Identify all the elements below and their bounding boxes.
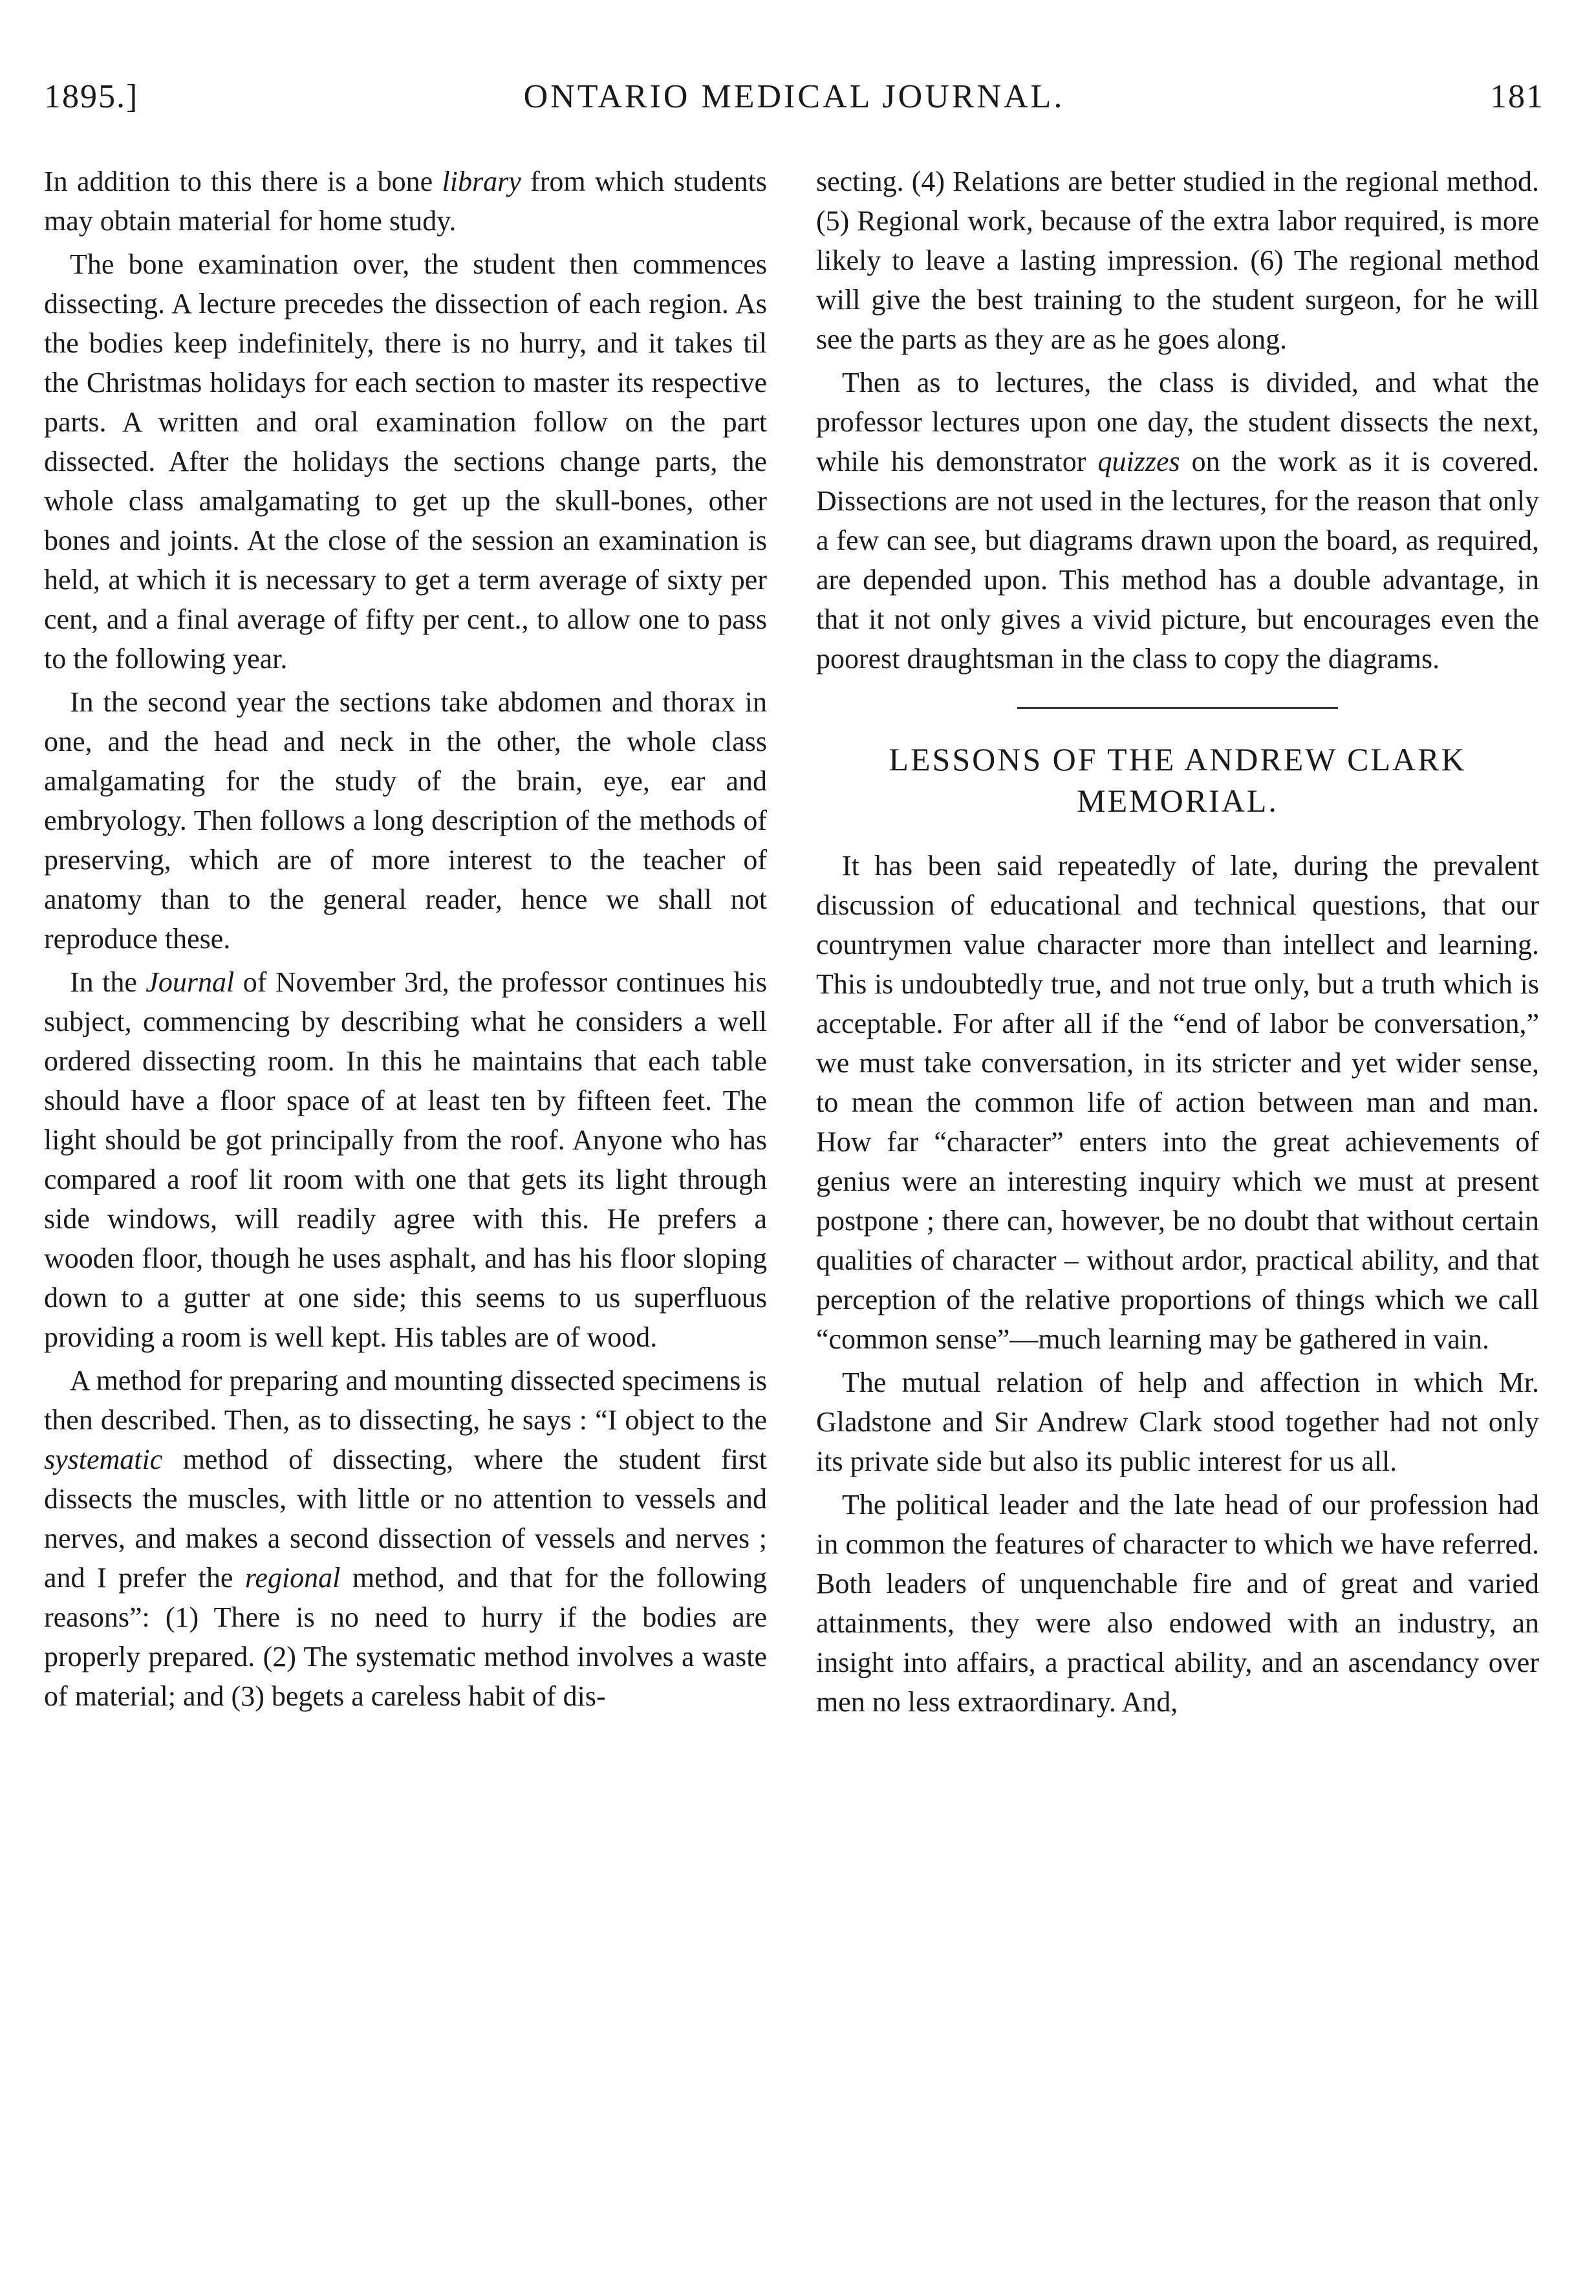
text-run: of November 3rd, the professor continues his subject, commencing by describing what he considers a well ordered dissecting room. In this he maintains that each table should have a floor space of at least ten by fifteen feet. The light should be got principally from the roof. Anyone who has compared a roof lit room with one that gets its light through side windows, will readily agree with this. He prefers a wooden floor, though he uses asphalt, and has his floor sloping down to a gutter at one side; this seems to us superfluous providing a room is well kept. His tables are of wood.	[44, 966, 767, 1353]
right-column	[816, 162, 1539, 2264]
section-divider	[1017, 707, 1338, 709]
italic-text: Journal	[146, 966, 235, 998]
paragraph	[44, 682, 767, 958]
text-run: on the work as it is covered. Dissections are not used in the lectures, for the reason that only a few can see, but diagrams drawn upon the board, as required, are depended upon. This method has a double advantage, in that it not only gives a vivid picture, but encourages even the poorest draughtsman in the class to copy the diagrams.	[816, 446, 1539, 675]
paragraph	[44, 962, 767, 1357]
text-run: In the second year the sections take abdomen and thorax in one, and the head and neck in the other, the whole class amalgamating for the study of the brain, eye, ear and embryology. Then follows a long description of the methods of preserving, which are of more interest to the teacher of anatomy than to the general reader, hence we shall not reproduce these.	[44, 686, 767, 955]
text-run: Then as to lectures, the class is divided, and what the professor lectures upon one day, the student dissects the next, while his demonstrator	[816, 367, 1539, 477]
text-run: method, and that for the following reasons”: (1) There is no need to hurry if the bodies are properly prepared. (2) The systematic method involves a waste of material; and (3) begets a careless habit of dis-	[44, 1562, 767, 1712]
paragraph	[816, 363, 1539, 678]
text-run: secting. (4) Relations are better studied in the regional method. (5) Regional work, because of the extra labor required, is more likely to leave a lasting impression. (6) The regional method will give the best training to the student surgeon, for he will see the parts as they are as he goes along.	[816, 166, 1539, 355]
italic-text: systematic	[44, 1444, 163, 1475]
paragraph	[44, 1361, 767, 1716]
italic-text: regional	[244, 1562, 341, 1594]
paragraph	[44, 244, 767, 678]
running-header	[44, 78, 1544, 129]
text-run: The bone examination over, the student then commences dissecting. A lecture precedes the dissection of each region. As the bodies keep indefinitely, there is no hurry, and it takes til the Christmas holidays for each section to master its respective parts. A written and oral examination follow on the part dissected. After the holidays the sections change parts, the whole class amalgamating to get up the skull-bones, other bones and joints. At the close of the session an examination is held, at which it is necessary to get a term average of sixty per cent, and a final average of fifty per cent., to allow one to pass to the following year.	[44, 248, 767, 675]
paragraph	[816, 162, 1539, 359]
text-run: method of dissecting, where the student first dissects the muscles, with little or no attention to vessels and nerves, and makes a second dissection of vessels and nerves ; and I prefer the	[44, 1444, 767, 1594]
italic-text: library	[442, 166, 521, 197]
right-column-continuation	[816, 162, 1539, 678]
paragraph	[816, 1363, 1539, 1481]
header-year: 1895.]	[44, 78, 139, 115]
section-heading: LESSONS OF THE ANDREW CLARK MEMORIAL.	[889, 741, 1467, 819]
journal-title: ONTARIO MEDICAL JOURNAL.	[523, 78, 1065, 115]
text-run: In addition to this there is a bone	[44, 166, 442, 197]
left-column	[44, 162, 767, 2264]
paragraph	[44, 162, 767, 241]
italic-text: quizzes	[1097, 446, 1180, 477]
paragraph	[816, 1485, 1539, 1722]
article-body	[816, 846, 1539, 1722]
text-run: It has been said repeatedly of late, during the prevalent discussion of educational and technical questions, that our countrymen value character more than intellect and learning. This is undoubtedly true, and not true only, but a truth which is acceptable. For after all if the “end of labor be conversation,” we must take conversation, in its stricter and yet wider sense, to mean the common life of action between man and man. How far “character” enters into the great achievements of genius were an interesting inquiry which we must at present postpone ; there can, however, be no doubt that without certain qualities of character – without ardor, practical ability, and that perception of the relative proportions of things which we call “common sense”—much learning may be gathered in vain.	[816, 850, 1539, 1355]
text-run: In the	[70, 966, 146, 998]
paragraph	[816, 846, 1539, 1359]
text-run: The political leader and the late head of our profession had in common the features of character to which we have referred. Both leaders of unquenchable fire and of great and varied attainments, they were also endowed with an industry, an insight into affairs, a practical ability, and an ascendancy over men no less extraordinary. And,	[816, 1489, 1539, 1718]
text-run: from which students may obtain material for home study.	[44, 166, 767, 237]
page-number: 181	[1490, 78, 1544, 115]
text-run: The mutual relation of help and affection in which Mr. Gladstone and Sir Andrew Clark stood together had not only its private side but also its public interest for us all.	[816, 1367, 1539, 1477]
text-run: A method for preparing and mounting dissected specimens is then described. Then, as to dissecting, he says : “I object to the	[44, 1365, 767, 1436]
